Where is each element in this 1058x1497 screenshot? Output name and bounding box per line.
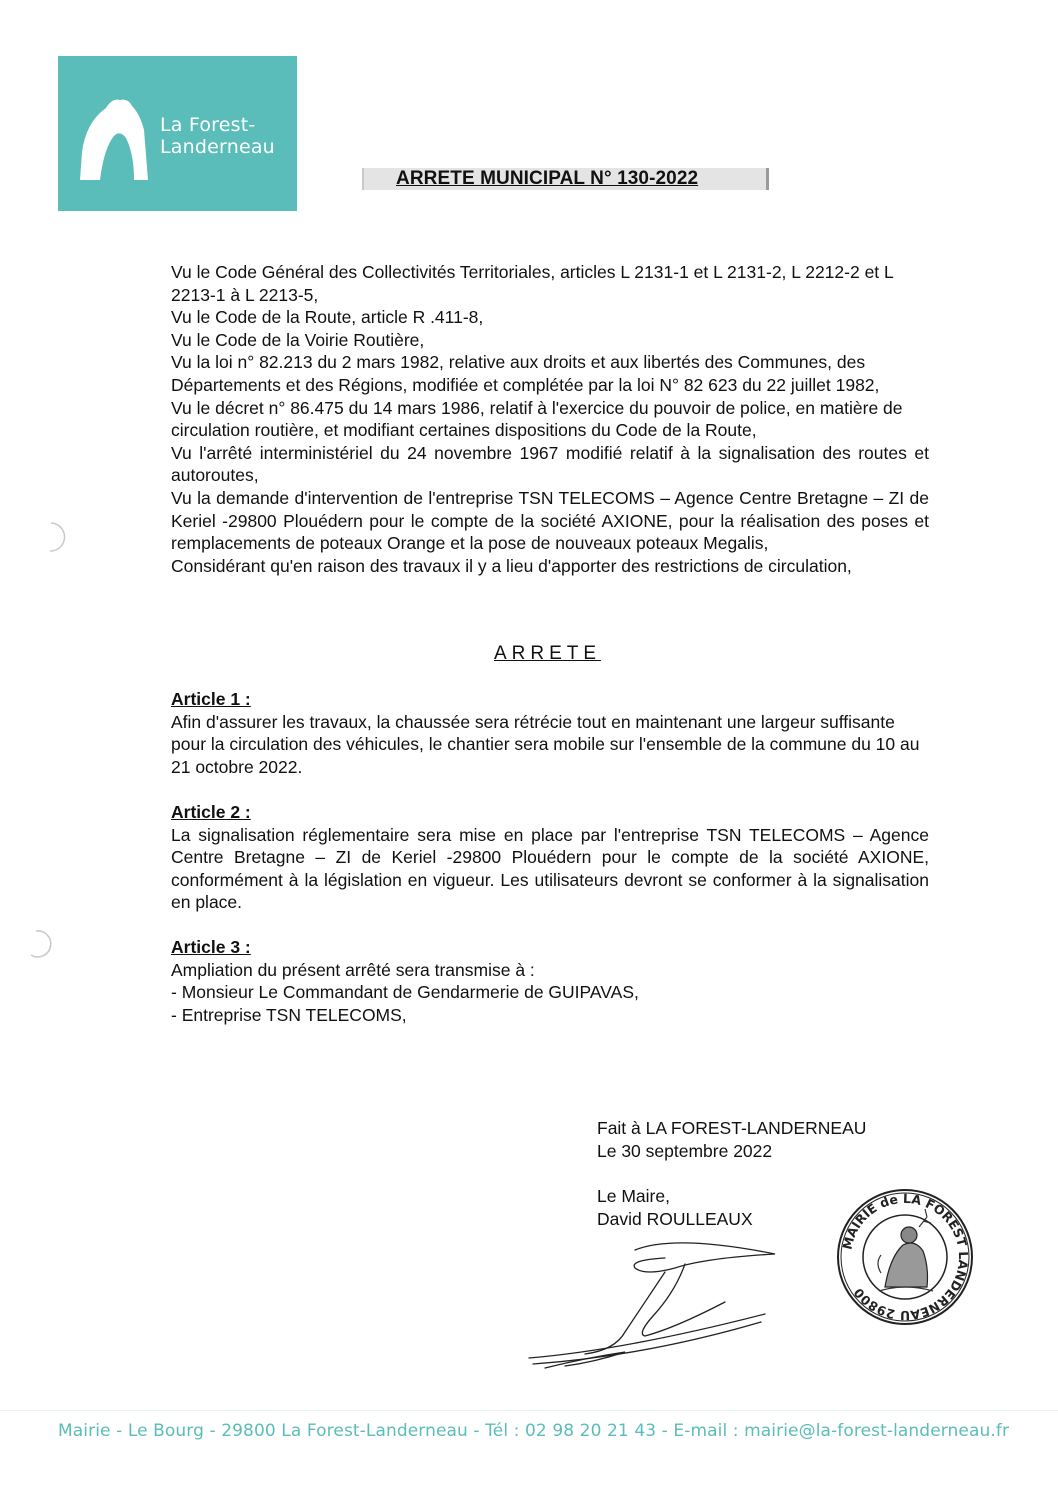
handwritten-signature	[525, 1232, 795, 1372]
article-text: Afin d'assurer les travaux, la chaussée sera rétrécie tout en maintenant une largeur suffisante pour la circulation des véhicules, le chantier sera mobile sur l'ensemble de la commune du 10 au 21 octobre 2022.	[171, 711, 920, 777]
document-title: ARRETE MUNICIPAL N° 130-2022	[396, 168, 699, 189]
consideration: Vu la loi n° 82.213 du 2 mars 1982, relative aux droits et aux libertés des Communes, des Départements et des Régions, modifiée et complétée par la loi N° 82 623 du 22 juillet 1982,	[171, 352, 880, 395]
footer-contact: Mairie - Le Bourg - 29800 La Forest-Landerneau - Tél : 02 98 20 21 43 - E-mail : mairie@la-forest-landerneau.fr	[58, 1421, 1010, 1441]
logo-text	[160, 114, 275, 158]
article-text: - Monsieur Le Commandant de Gendarmerie de GUIPAVAS,	[171, 982, 639, 1003]
article-1	[171, 688, 929, 778]
consideration: Vu l'arrêté interministériel du 24 novembre 1967 modifié relatif à la signalisation des routes et autoroutes,	[171, 442, 929, 486]
logo-line-2: Landerneau	[160, 136, 275, 158]
article-text: Ampliation du présent arrêté sera transmise à :	[171, 959, 535, 980]
consideration: Vu la demande d'intervention de l'entreprise TSN TELECOMS – Agence Centre Bretagne – ZI de Keriel -29800 Plouédern pour le compte de la société AXIONE, pour la réalisation des poses et remplacements de poteaux Orange et la pose de nouveaux poteaux Megalis,	[171, 487, 929, 554]
article-text: La signalisation réglementaire sera mise en place par l'entreprise TSN TELECOMS – Agence Centre Bretagne – ZI de Keriel -29800 Plouédern pour le compte de la société AXIONE, conformément à la législation en vigueur. Les utilisateurs devront se conformer à la signalisation en place.	[171, 824, 929, 913]
mayor-block	[597, 1185, 753, 1230]
consideration: Vu le décret n° 86.475 du 14 mars 1986, relatif à l'exercice du pouvoir de police, en matière de circulation routière, et modifiant certaines dispositions du Code de la Route,	[171, 397, 903, 441]
signature-place: Fait à LA FOREST-LANDERNEAU	[597, 1118, 867, 1138]
article-title: Article 2 :	[171, 802, 251, 822]
place-date-block	[597, 1117, 866, 1162]
punch-hole-bottom	[22, 928, 56, 960]
signature-date: Le 30 septembre 2022	[597, 1140, 773, 1161]
mayor-role: Le Maire,	[597, 1186, 670, 1206]
seal-text: MAIRIE de LA FOREST LANDERNEAU 29800	[839, 1190, 972, 1324]
consideration: Considérant qu'en raison des travaux il y a lieu d'apporter des restrictions de circulation,	[171, 555, 852, 576]
mayor-name: David ROULLEAUX	[597, 1208, 753, 1229]
article-2	[171, 801, 929, 914]
consideration: Vu le Code de la Voirie Routière,	[171, 329, 425, 350]
consideration: Vu le Code de la Route, article R .411-8,	[171, 307, 484, 328]
punch-hole-top	[34, 520, 68, 554]
article-title: Article 3 :	[171, 937, 251, 957]
consideration: Vu le Code Général des Collectivités Territoriales, articles L 2131-1 et L 2131-2, L 2212-2 et L 2213-1 à L 2213-5,	[171, 262, 894, 305]
seal-emblem	[878, 1209, 933, 1291]
article-3	[171, 936, 929, 1026]
article-title: Article 1 :	[171, 689, 251, 709]
article-text: - Entreprise TSN TELECOMS,	[171, 1004, 407, 1025]
considerations-block	[171, 261, 929, 577]
arrete-heading: ARRETE	[494, 643, 602, 664]
mairie-seal	[835, 1187, 975, 1327]
arch-icon	[76, 92, 156, 182]
logo-line-1: La Forest-	[160, 114, 256, 136]
footer-divider	[0, 1410, 1058, 1411]
logo	[58, 56, 297, 211]
